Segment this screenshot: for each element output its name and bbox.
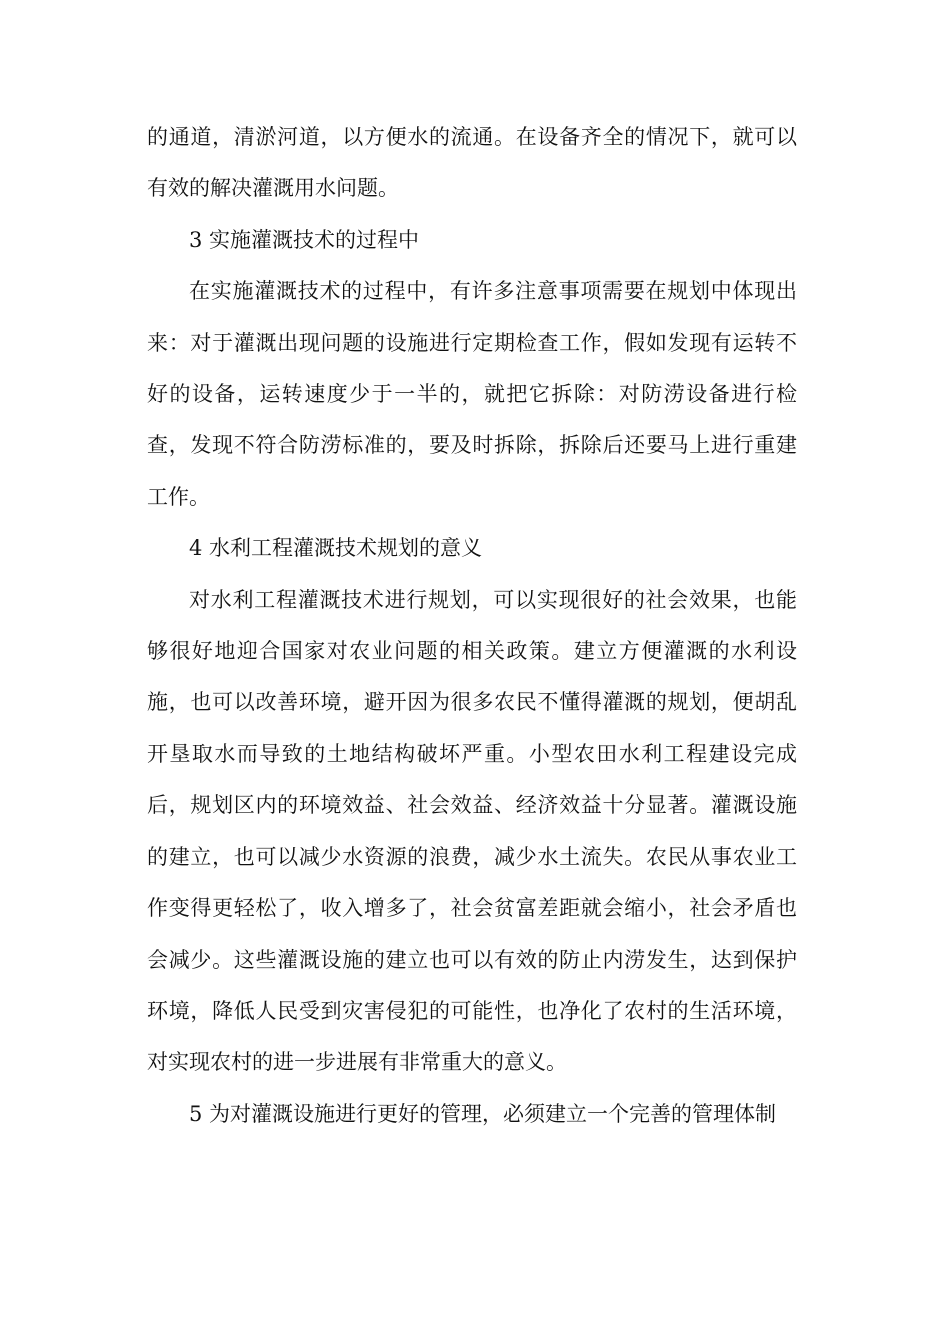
paragraph-continuation: 的通道，清淤河道，以方便水的流通。在设备齐全的情况下，就可以有效的解决灌溉用水问题。 [147, 125, 797, 201]
paragraph-section-4: 对水利工程灌溉技术进行规划，可以实现很好的社会效果，也能够很好地迎合国家对农业问题的相关政策。建立方便灌溉的水利设施，也可以改善环境，避开因为很多农民不懂得灌溉的规划，便胡乱开垦取水而导致的土地结构破坏严重。小型农田水利工程建设完成后，规划区内的环境效益、社会效益、经济效益十分显著。灌溉设施的建立，也可以减少水资源的浪费，减少水土流失。农民从事农业工作变得更轻松了，收入增多了，社会贫富差距就会缩小，社会矛盾也会减少。这些灌溉设施的建立也可以有效的防止内涝发生，达到保护环境，降低人民受到灾害侵犯的可能性，也净化了农村的生活环境，对实现农村的进一步进展有非常重大的意义。 [147, 587, 797, 1075]
section-heading-4: 4 水利工程灌溉技术规划的意义 [189, 536, 483, 561]
document-page [147, 112, 797, 1140]
paragraph-section-3: 在实施灌溉技术的过程中，有许多注意事项需要在规划中体现出来：对于灌溉出现问题的设施进行定期检查工作，假如发现有运转不好的设备，运转速度少于一半的，就把它拆除：对防涝设备进行检查，发现不符合防涝标准的，要及时拆除，拆除后还要马上进行重建工作。 [147, 279, 797, 509]
section-heading-5: 5 为对灌溉设施进行更好的管理，必须建立一个完善的管理体制 [189, 1101, 777, 1126]
section-heading-3: 3 实施灌溉技术的过程中 [189, 227, 420, 252]
